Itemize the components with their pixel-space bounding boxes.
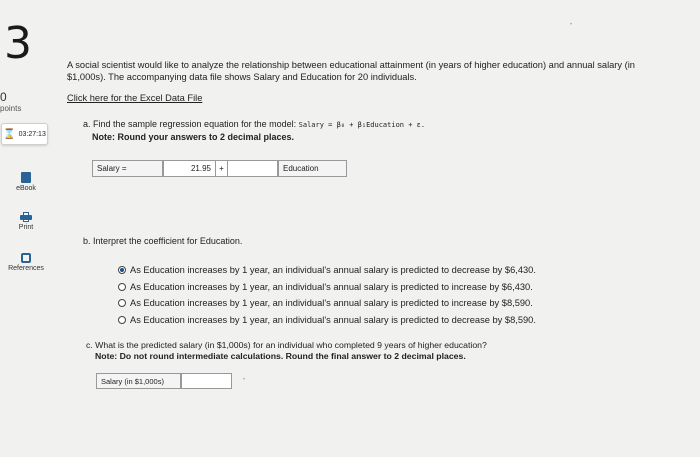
part-b-options — [118, 262, 536, 328]
ebook-label: eBook — [16, 185, 36, 192]
salary-label: Salary (in $1,000s) — [96, 373, 181, 389]
option-text: As Education increases by 1 year, an individual's annual salary is predicted to decrease by $6,430. — [130, 265, 536, 276]
question-intro: A social scientist would like to analyze the relationship between educational attainment (in years of higher education) and annual salary (in $1,000s). The accompanying data file shows Salary and Education for 20 individuals. — [67, 60, 635, 82]
option-2[interactable] — [118, 295, 536, 312]
model-equation: Salary = β₀ + β₁Education + ε. — [298, 121, 426, 129]
radio-icon[interactable] — [118, 316, 126, 324]
part-c-text: c. What is the predicted salary (in $1,000s) for an individual who completed 9 years of higher education? — [86, 340, 487, 350]
radio-icon[interactable] — [118, 283, 126, 291]
intercept-input[interactable]: 21.95 — [163, 160, 216, 177]
decor-dot: • — [570, 22, 573, 28]
salary-input[interactable] — [181, 373, 232, 389]
references-label: References — [8, 265, 44, 272]
book-icon — [21, 172, 31, 183]
regression-equation-row — [92, 160, 347, 177]
option-text: As Education increases by 1 year, an individual's annual salary is predicted to decrease by $8,590. — [130, 314, 536, 325]
radio-icon[interactable] — [118, 299, 126, 307]
part-a-text: a. Find the sample regression equation for the model: — [83, 119, 297, 129]
hourglass-icon: ⌛ — [3, 128, 16, 140]
option-3[interactable] — [118, 312, 536, 329]
part-c-prompt — [86, 340, 487, 362]
education-label: Education — [278, 160, 347, 177]
option-0[interactable] — [118, 262, 536, 279]
radio-selected-icon[interactable] — [118, 266, 126, 274]
option-text: As Education increases by 1 year, an individual's annual salary is predicted to increase by $6,430. — [130, 281, 533, 292]
timer-value: 03:27:13 — [18, 130, 46, 138]
part-b-prompt: b. Interpret the coefficient for Education. — [83, 236, 243, 246]
salary-equals-label: Salary = — [92, 160, 163, 177]
points-value: 0 — [0, 90, 7, 104]
excel-data-link[interactable]: Click here for the Excel Data File — [67, 93, 203, 103]
references-button[interactable] — [4, 253, 48, 272]
print-button[interactable] — [4, 212, 48, 231]
part-a-note: Note: Round your answers to 2 decimal places. — [92, 132, 295, 142]
part-c-note: Note: Do not round intermediate calculations. Round the final answer to 2 decimal places. — [95, 351, 466, 361]
slope-input[interactable] — [227, 160, 278, 177]
points-label: points — [0, 104, 22, 113]
question-number: 3 — [4, 18, 32, 69]
print-label: Print — [18, 224, 34, 231]
plus-sign: + — [216, 160, 227, 177]
option-text: As Education increases by 1 year, an individual's annual salary is predicted to increase by $8,590. — [130, 298, 533, 309]
references-icon — [21, 253, 31, 263]
ebook-button[interactable] — [4, 172, 48, 192]
printer-icon — [20, 212, 32, 222]
timer — [1, 123, 48, 145]
salary-answer-row — [96, 373, 232, 389]
part-a-prompt — [83, 118, 425, 143]
option-1[interactable] — [118, 279, 536, 296]
decor-dot: • — [243, 377, 246, 383]
